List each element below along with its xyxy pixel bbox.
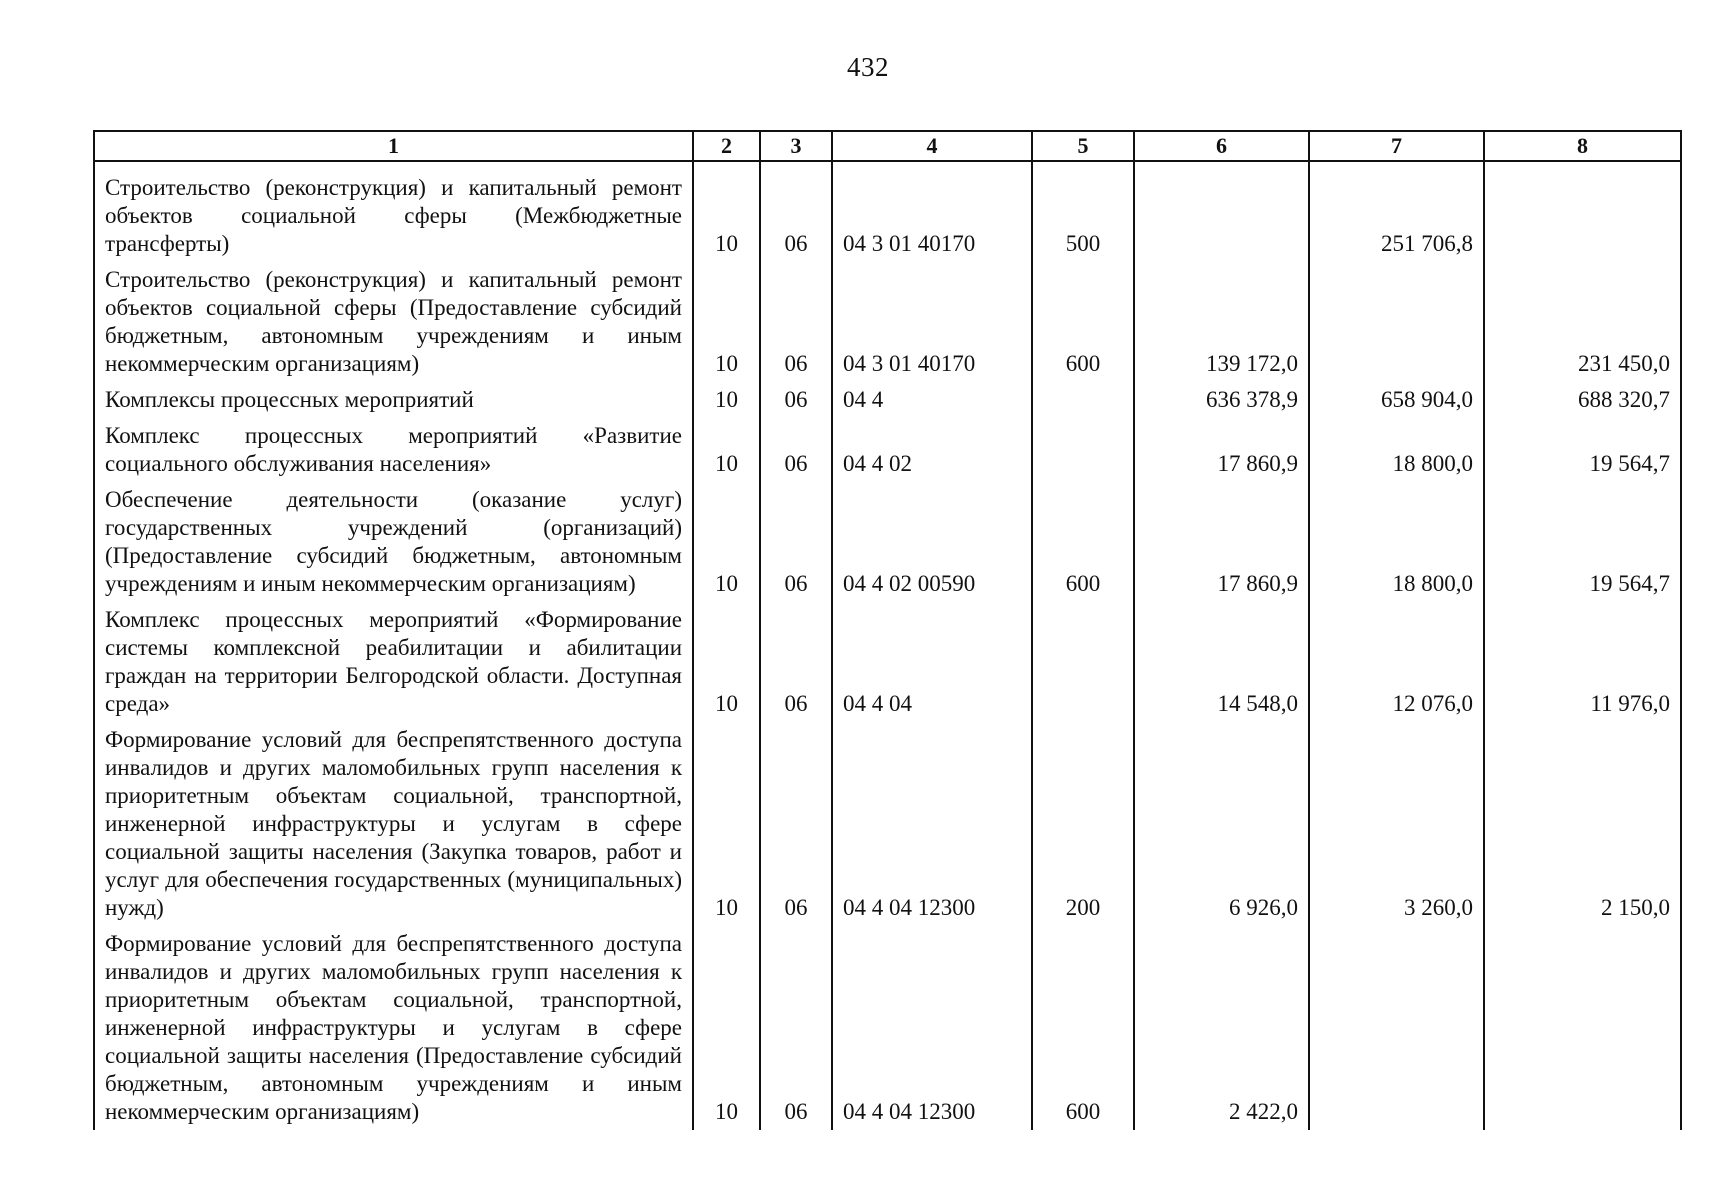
row-name: Строительство (реконструкция) и капитальный ремонт объектов социальной сферы (Межбюджетные трансферты): [94, 161, 693, 262]
row-target-code: 04 4: [832, 382, 1032, 418]
column-header: 1: [94, 131, 693, 161]
row-target-code: 04 3 01 40170: [832, 161, 1032, 262]
header-row: [94, 131, 1681, 161]
row-value-col8: 19 564,7: [1484, 418, 1681, 482]
row-value-col8: 2 150,0: [1484, 722, 1681, 926]
row-section: 10: [693, 161, 760, 262]
row-value-col6: 6 926,0: [1134, 722, 1309, 926]
row-section: 10: [693, 722, 760, 926]
row-value-col7: 12 076,0: [1309, 602, 1484, 722]
row-target-code: 04 4 04 12300: [832, 926, 1032, 1130]
row-expense-type: [1032, 602, 1134, 722]
row-name: Строительство (реконструкция) и капитальный ремонт объектов социальной сферы (Предоставление субсидий бюджетным, автономным учреждениям и иным некоммерческим организациям): [94, 262, 693, 382]
row-value-col8: [1484, 926, 1681, 1130]
row-value-col6: 2 422,0: [1134, 926, 1309, 1130]
row-expense-type: 200: [1032, 722, 1134, 926]
row-value-col7: [1309, 262, 1484, 382]
table-row: [94, 602, 1681, 722]
row-expense-type: 600: [1032, 262, 1134, 382]
row-value-col8: 11 976,0: [1484, 602, 1681, 722]
row-value-col8: 231 450,0: [1484, 262, 1681, 382]
row-expense-type: 600: [1032, 926, 1134, 1130]
row-value-col7: 251 706,8: [1309, 161, 1484, 262]
row-value-col6: 139 172,0: [1134, 262, 1309, 382]
row-value-col8: 19 564,7: [1484, 482, 1681, 602]
page-number: 432: [847, 52, 889, 82]
row-target-code: 04 3 01 40170: [832, 262, 1032, 382]
row-name: Комплекс процессных мероприятий «Формирование системы комплексной реабилитации и абилитации граждан на территории Белгородской области. Доступная среда»: [94, 602, 693, 722]
column-header: 6: [1134, 131, 1309, 161]
row-value-col7: 3 260,0: [1309, 722, 1484, 926]
row-expense-type: 500: [1032, 161, 1134, 262]
row-subsection: 06: [760, 382, 832, 418]
table-row: [94, 262, 1681, 382]
row-value-col6: [1134, 161, 1309, 262]
row-value-col6: 17 860,9: [1134, 418, 1309, 482]
row-value-col6: 14 548,0: [1134, 602, 1309, 722]
row-target-code: 04 4 02: [832, 418, 1032, 482]
row-value-col6: 636 378,9: [1134, 382, 1309, 418]
row-name: Формирование условий для беспрепятственного доступа инвалидов и других маломобильных групп населения к приоритетным объектам социальной, транспортной, инженерной инфраструктуры и услугам в сфере социальной защиты населения (Предоставление субсидий бюджетным, автономным учреждениям и иным некоммерческим организациям): [94, 926, 693, 1130]
row-subsection: 06: [760, 602, 832, 722]
column-header: 7: [1309, 131, 1484, 161]
table-row: [94, 382, 1681, 418]
column-header: 4: [832, 131, 1032, 161]
row-section: 10: [693, 482, 760, 602]
row-target-code: 04 4 04 12300: [832, 722, 1032, 926]
row-subsection: 06: [760, 482, 832, 602]
row-section: 10: [693, 602, 760, 722]
row-subsection: 06: [760, 161, 832, 262]
row-name: Обеспечение деятельности (оказание услуг) государственных учреждений (организаций) (Предоставление субсидий бюджетным, автономным учреждениям и иным некоммерческим организациям): [94, 482, 693, 602]
table-row: [94, 418, 1681, 482]
row-value-col7: [1309, 926, 1484, 1130]
row-expense-type: 600: [1032, 482, 1134, 602]
row-name: Формирование условий для беспрепятственного доступа инвалидов и других маломобильных групп населения к приоритетным объектам социальной, транспортной, инженерной инфраструктуры и услугам в сфере социальной защиты населения (Закупка товаров, работ и услуг для обеспечения государственных (муниципальных) нужд): [94, 722, 693, 926]
row-target-code: 04 4 02 00590: [832, 482, 1032, 602]
table-row: [94, 482, 1681, 602]
row-value-col7: 18 800,0: [1309, 418, 1484, 482]
row-target-code: 04 4 04: [832, 602, 1032, 722]
column-header: 8: [1484, 131, 1681, 161]
budget-table: [93, 130, 1682, 1130]
table-row: [94, 926, 1681, 1130]
row-value-col7: 658 904,0: [1309, 382, 1484, 418]
table-row: [94, 161, 1681, 262]
row-value-col6: 17 860,9: [1134, 482, 1309, 602]
row-subsection: 06: [760, 418, 832, 482]
row-subsection: 06: [760, 722, 832, 926]
row-section: 10: [693, 926, 760, 1130]
row-expense-type: [1032, 418, 1134, 482]
row-value-col7: 18 800,0: [1309, 482, 1484, 602]
column-header: 5: [1032, 131, 1134, 161]
row-subsection: 06: [760, 262, 832, 382]
row-name: Комплекс процессных мероприятий «Развитие социального обслуживания населения»: [94, 418, 693, 482]
column-header: 3: [760, 131, 832, 161]
column-header: 2: [693, 131, 760, 161]
row-name: Комплексы процессных мероприятий: [94, 382, 693, 418]
row-expense-type: [1032, 382, 1134, 418]
table-row: [94, 722, 1681, 926]
row-value-col8: 688 320,7: [1484, 382, 1681, 418]
row-value-col8: [1484, 161, 1681, 262]
row-section: 10: [693, 418, 760, 482]
row-section: 10: [693, 262, 760, 382]
row-subsection: 06: [760, 926, 832, 1130]
row-section: 10: [693, 382, 760, 418]
